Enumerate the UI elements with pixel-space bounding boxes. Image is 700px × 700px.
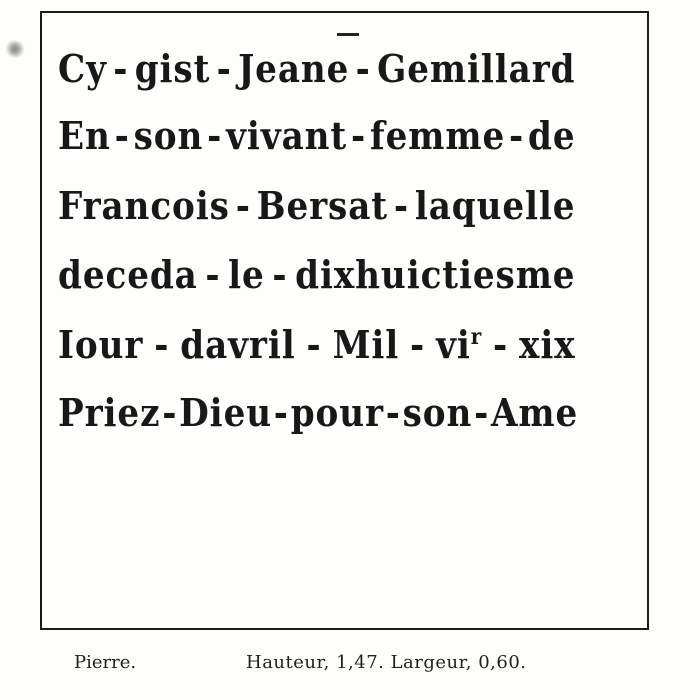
ink-speck <box>5 40 25 58</box>
word: laquelle <box>414 182 576 228</box>
numeral-superscript: r <box>470 323 483 350</box>
roman-numeral <box>436 322 482 367</box>
numeral-base: vi <box>436 321 471 367</box>
word: son <box>133 112 204 158</box>
word: Francois <box>58 182 230 228</box>
inscription-line-3 <box>58 175 576 235</box>
word: Dieu <box>179 389 273 435</box>
word: de <box>528 112 576 158</box>
word: Bersat <box>256 182 388 228</box>
word: pour <box>290 389 384 435</box>
word: le <box>228 251 265 297</box>
separator: - <box>355 45 371 91</box>
word: vivant <box>226 112 348 158</box>
inscription-line-5 <box>58 314 576 374</box>
word: xix <box>519 321 576 367</box>
separator: - <box>216 45 232 91</box>
word: dixhuictiesme <box>295 251 576 297</box>
word: Mil <box>332 321 400 367</box>
separator: - <box>509 112 525 158</box>
word: Jeane <box>238 45 350 91</box>
separator: - <box>385 389 401 435</box>
word: Cy <box>58 45 107 91</box>
separator: - <box>205 251 221 297</box>
word: Gemillard <box>377 45 576 91</box>
word: son <box>402 389 473 435</box>
inscription-line-6 <box>58 382 579 442</box>
separator: - <box>273 389 289 435</box>
word: davril <box>180 321 296 367</box>
word: Priez <box>58 389 161 435</box>
inscription-line-1 <box>58 38 576 98</box>
word: En <box>58 112 111 158</box>
abbreviation-mark <box>337 33 359 36</box>
word: Iour <box>58 321 144 367</box>
separator: - <box>162 389 178 435</box>
separator: - <box>113 45 129 91</box>
separator: - <box>351 112 367 158</box>
separator: - <box>474 389 490 435</box>
separator: - <box>207 112 223 158</box>
caption-material: Pierre. <box>74 652 137 673</box>
separator: - <box>272 251 288 297</box>
separator: - <box>393 182 409 228</box>
word: femme <box>370 112 506 158</box>
inscription-line-2 <box>58 105 576 165</box>
word: deceda <box>58 251 198 297</box>
word: Ame <box>490 389 579 435</box>
separator: - <box>492 321 509 367</box>
separator: - <box>306 321 322 367</box>
separator: - <box>410 321 426 367</box>
separator: - <box>114 112 130 158</box>
separator: - <box>154 321 170 367</box>
word: gist <box>134 45 211 91</box>
inscription-line-4 <box>58 244 576 304</box>
caption-dimensions: Hauteur, 1,47. Largeur, 0,60. <box>246 652 527 673</box>
separator: - <box>235 182 251 228</box>
